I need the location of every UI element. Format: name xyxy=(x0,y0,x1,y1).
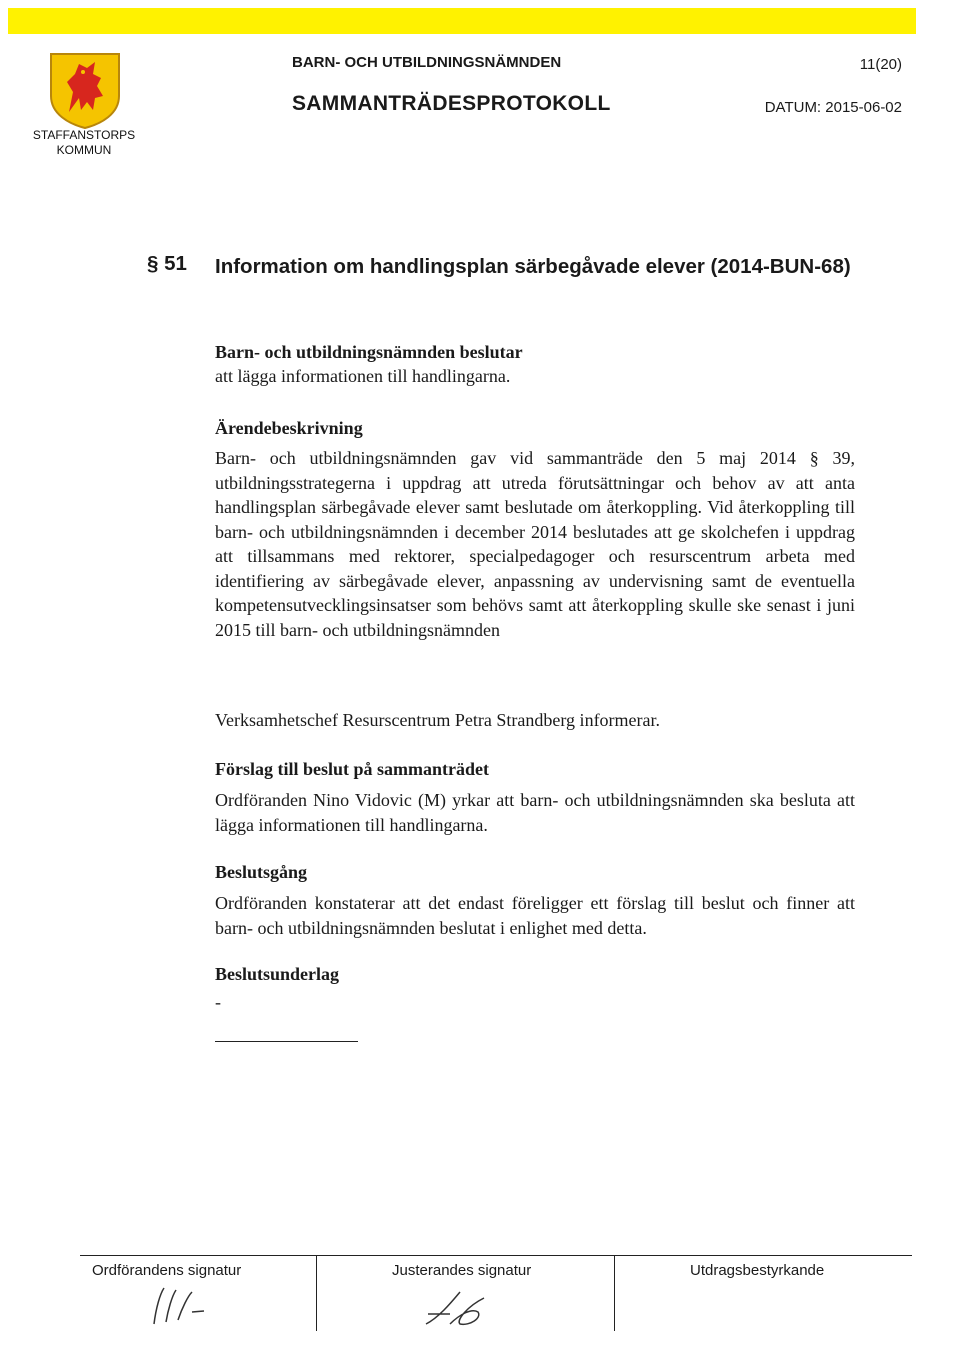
info-text: Verksamhetschef Resurscentrum Petra Strandberg informerar. xyxy=(215,710,661,730)
adjuster-signature-label: Justerandes signatur xyxy=(392,1262,532,1279)
proposal-text: Ordföranden Nino Vidovic (M) yrkar att barn- och utbildningsnämnden ska besluta att lägga informationen till handlingarna. xyxy=(215,790,855,835)
section-title: Information om handlingsplan särbegåvade elever (2014-BUN-68) xyxy=(215,255,851,278)
basis-text: - xyxy=(215,992,221,1012)
basis-heading: Beslutsunderlag xyxy=(215,964,340,984)
description-heading: Ärendebeskrivning xyxy=(215,418,363,438)
info-block xyxy=(215,708,855,733)
header-yellow-bar xyxy=(8,8,916,34)
extract-certification-cell xyxy=(614,1256,912,1331)
decision-heading: Barn- och utbildningsnämnden beslutar xyxy=(215,342,523,362)
basis-block xyxy=(215,962,855,1015)
decision-block xyxy=(215,340,855,389)
extract-certification-label: Utdragsbestyrkande xyxy=(690,1262,825,1279)
chair-signature-label: Ordförandens signatur xyxy=(92,1262,242,1279)
municipality-name xyxy=(24,128,144,158)
section-number: § 51 xyxy=(147,252,187,275)
signature-footer xyxy=(80,1255,912,1331)
chair-signature-scribble xyxy=(142,1282,222,1328)
adjuster-signature-scribble xyxy=(420,1284,500,1328)
municipality-line1: STAFFANSTORPS xyxy=(32,128,136,142)
document-type: SAMMANTRÄDESPROTOKOLL xyxy=(292,92,611,115)
proposal-block xyxy=(215,757,855,837)
description-text: Barn- och utbildningsnämnden gav vid sammanträde den 5 maj 2014 § 39, utbildningsstrategerna i uppdrag att utreda förutsättningar och behov av att anta handlingsplan särbegåvade elever samt beslutade om återkoppling. Vid återkoppling till barn- och utbildningsnämnden i december 2014 beslutades att ge skolchefen i uppdrag att tillsammans med rektorer, specialpedagoger och resurscentrum arbeta med identifiering av särbegåvade elever, anpassning av undervisning samt de eventuella kompetensutvecklingsinsatser som behövs samt att återkoppling skulle ske senast i juni 2015 till barn- och utbildningsnämnden xyxy=(215,448,855,640)
procedure-block xyxy=(215,860,855,940)
adjuster-signature-cell xyxy=(316,1256,615,1331)
procedure-heading: Beslutsgång xyxy=(215,862,308,882)
meeting-date: DATUM: 2015-06-02 xyxy=(764,99,902,116)
committee-name: BARN- OCH UTBILDNINGSNÄMNDEN xyxy=(292,54,562,71)
description-block xyxy=(215,416,855,642)
chair-signature-cell xyxy=(80,1256,317,1331)
municipality-line2: KOMMUN xyxy=(56,143,112,157)
proposal-heading: Förslag till beslut på sammanträdet xyxy=(215,759,489,779)
decision-text: att lägga informationen till handlingarna. xyxy=(215,366,511,386)
procedure-text: Ordföranden konstaterar att det endast föreligger ett förslag till beslut och finner att barn- och utbildningsnämnden beslutat i enlighet med detta. xyxy=(215,893,855,938)
divider-line xyxy=(215,1041,358,1042)
page-number: 11(20) xyxy=(859,56,902,73)
coat-of-arms-icon xyxy=(49,52,121,130)
